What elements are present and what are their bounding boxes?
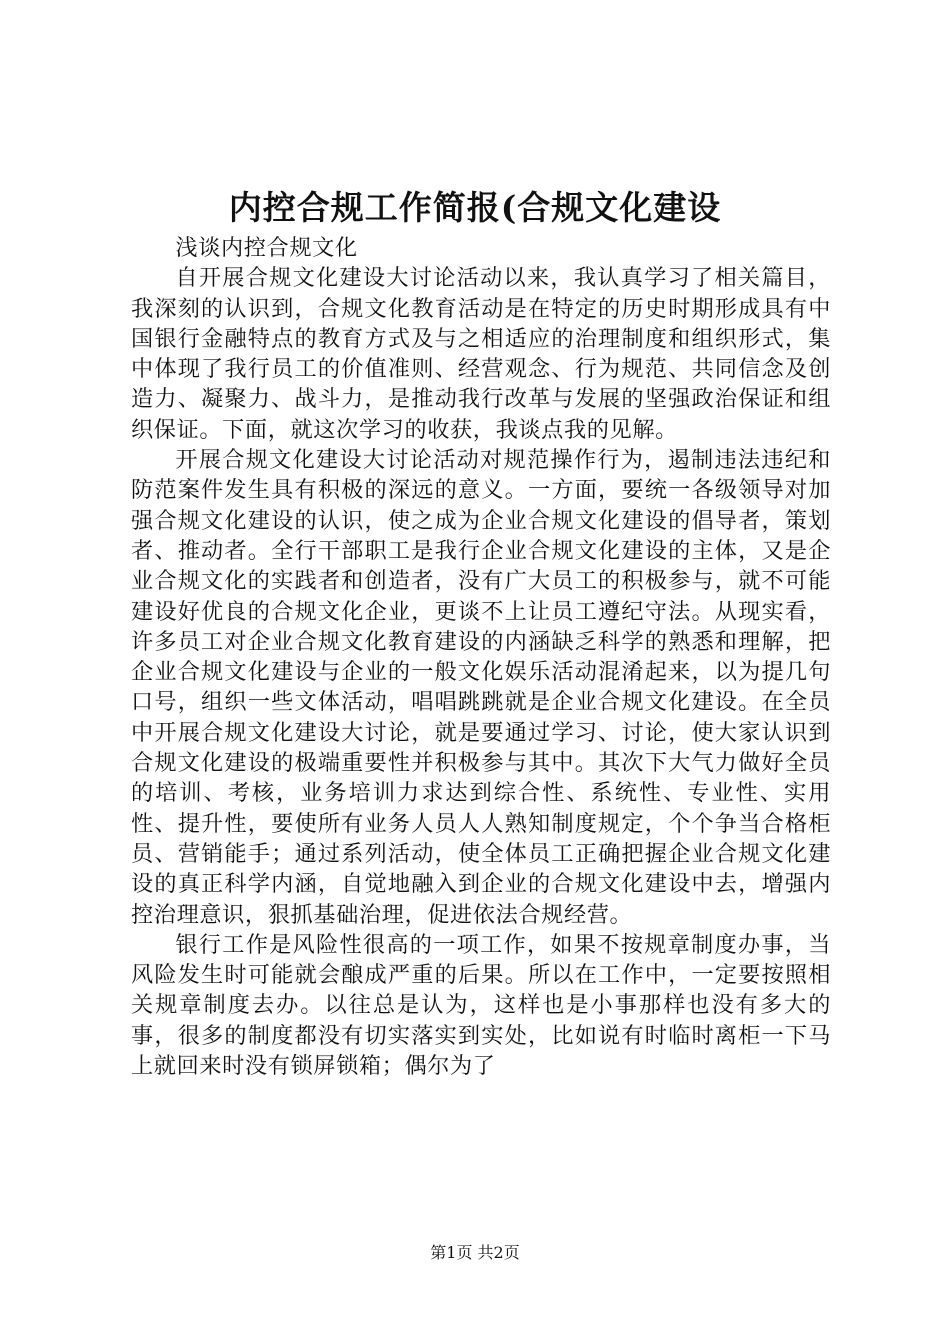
paragraph: 银行工作是风险性很高的一项工作，如果不按规章制度办事，当风险发生时可能就会酿成严重的后果。所以在工作中，一定要按照相关规章制度去办。以往总是认为，这样也是小事那样也没有多大的事，很多的制度都没有切实落实到实处，比如说有时临时离柜一下马上就回来时没有锁屏锁箱；偶尔为了 [131, 931, 831, 1080]
paragraph: 开展合规文化建设大讨论活动对规范操作行为，遏制违法违纪和防范案件发生具有积极的深远的意义。一方面，要统一各级领导对加强合规文化建设的认识，使之成为企业合规文化建设的倡导者，策划者、推动者。全行干部职工是我行企业合规文化建设的主体，又是企业合规文化的实践者和创造者，没有广大员工的积极参与，就不可能建设好优良的合规文化企业，更谈不上让员工遵纪守法。从现实看，许多员工对企业合规文化教育建设的内涵缺乏科学的熟悉和理解，把企业合规文化建设与企业的一般文化娱乐活动混淆起来，以为提几句口号，组织一些文体活动，唱唱跳跳就是企业合规文化建设。在全员中开展合规文化建设大讨论，就是要通过学习、讨论，使大家认识到合规文化建设的极端重要性并积极参与其中。其次下大气力做好全员的培训、考核，业务培训力求达到综合性、系统性、专业性、实用性、提升性，要使所有业务人员人人熟知制度规定，个个争当合格柜员、营销能手；通过系列活动，使全体员工正确把握企业合规文化建设的真正科学内涵，自觉地融入到企业的合规文化建设中去，增强内控治理意识，狠抓基础治理，促进依法合规经营。 [131, 447, 831, 928]
document-subtitle: 浅谈内控合规文化 [175, 235, 358, 261]
document-title: 内控合规工作简报(合规文化建设 [228, 188, 722, 227]
document-body [131, 233, 831, 1081]
page-number: 第1页 共2页 [430, 1243, 520, 1262]
paragraph: 自开展合规文化建设大讨论活动以来，我认真学习了相关篇目，我深刻的认识到，合规文化教育活动是在特定的历史时期形成具有中国银行金融特点的教育方式及与之相适应的治理制度和组织形式，集中体现了我行员工的价值准则、经营观念、行为规范、共同信念及创造力、凝聚力、战斗力，是推动我行改革与发展的坚强政治保证和组织保证。下面，就这次学习的收获，我谈点我的见解。 [131, 265, 831, 443]
